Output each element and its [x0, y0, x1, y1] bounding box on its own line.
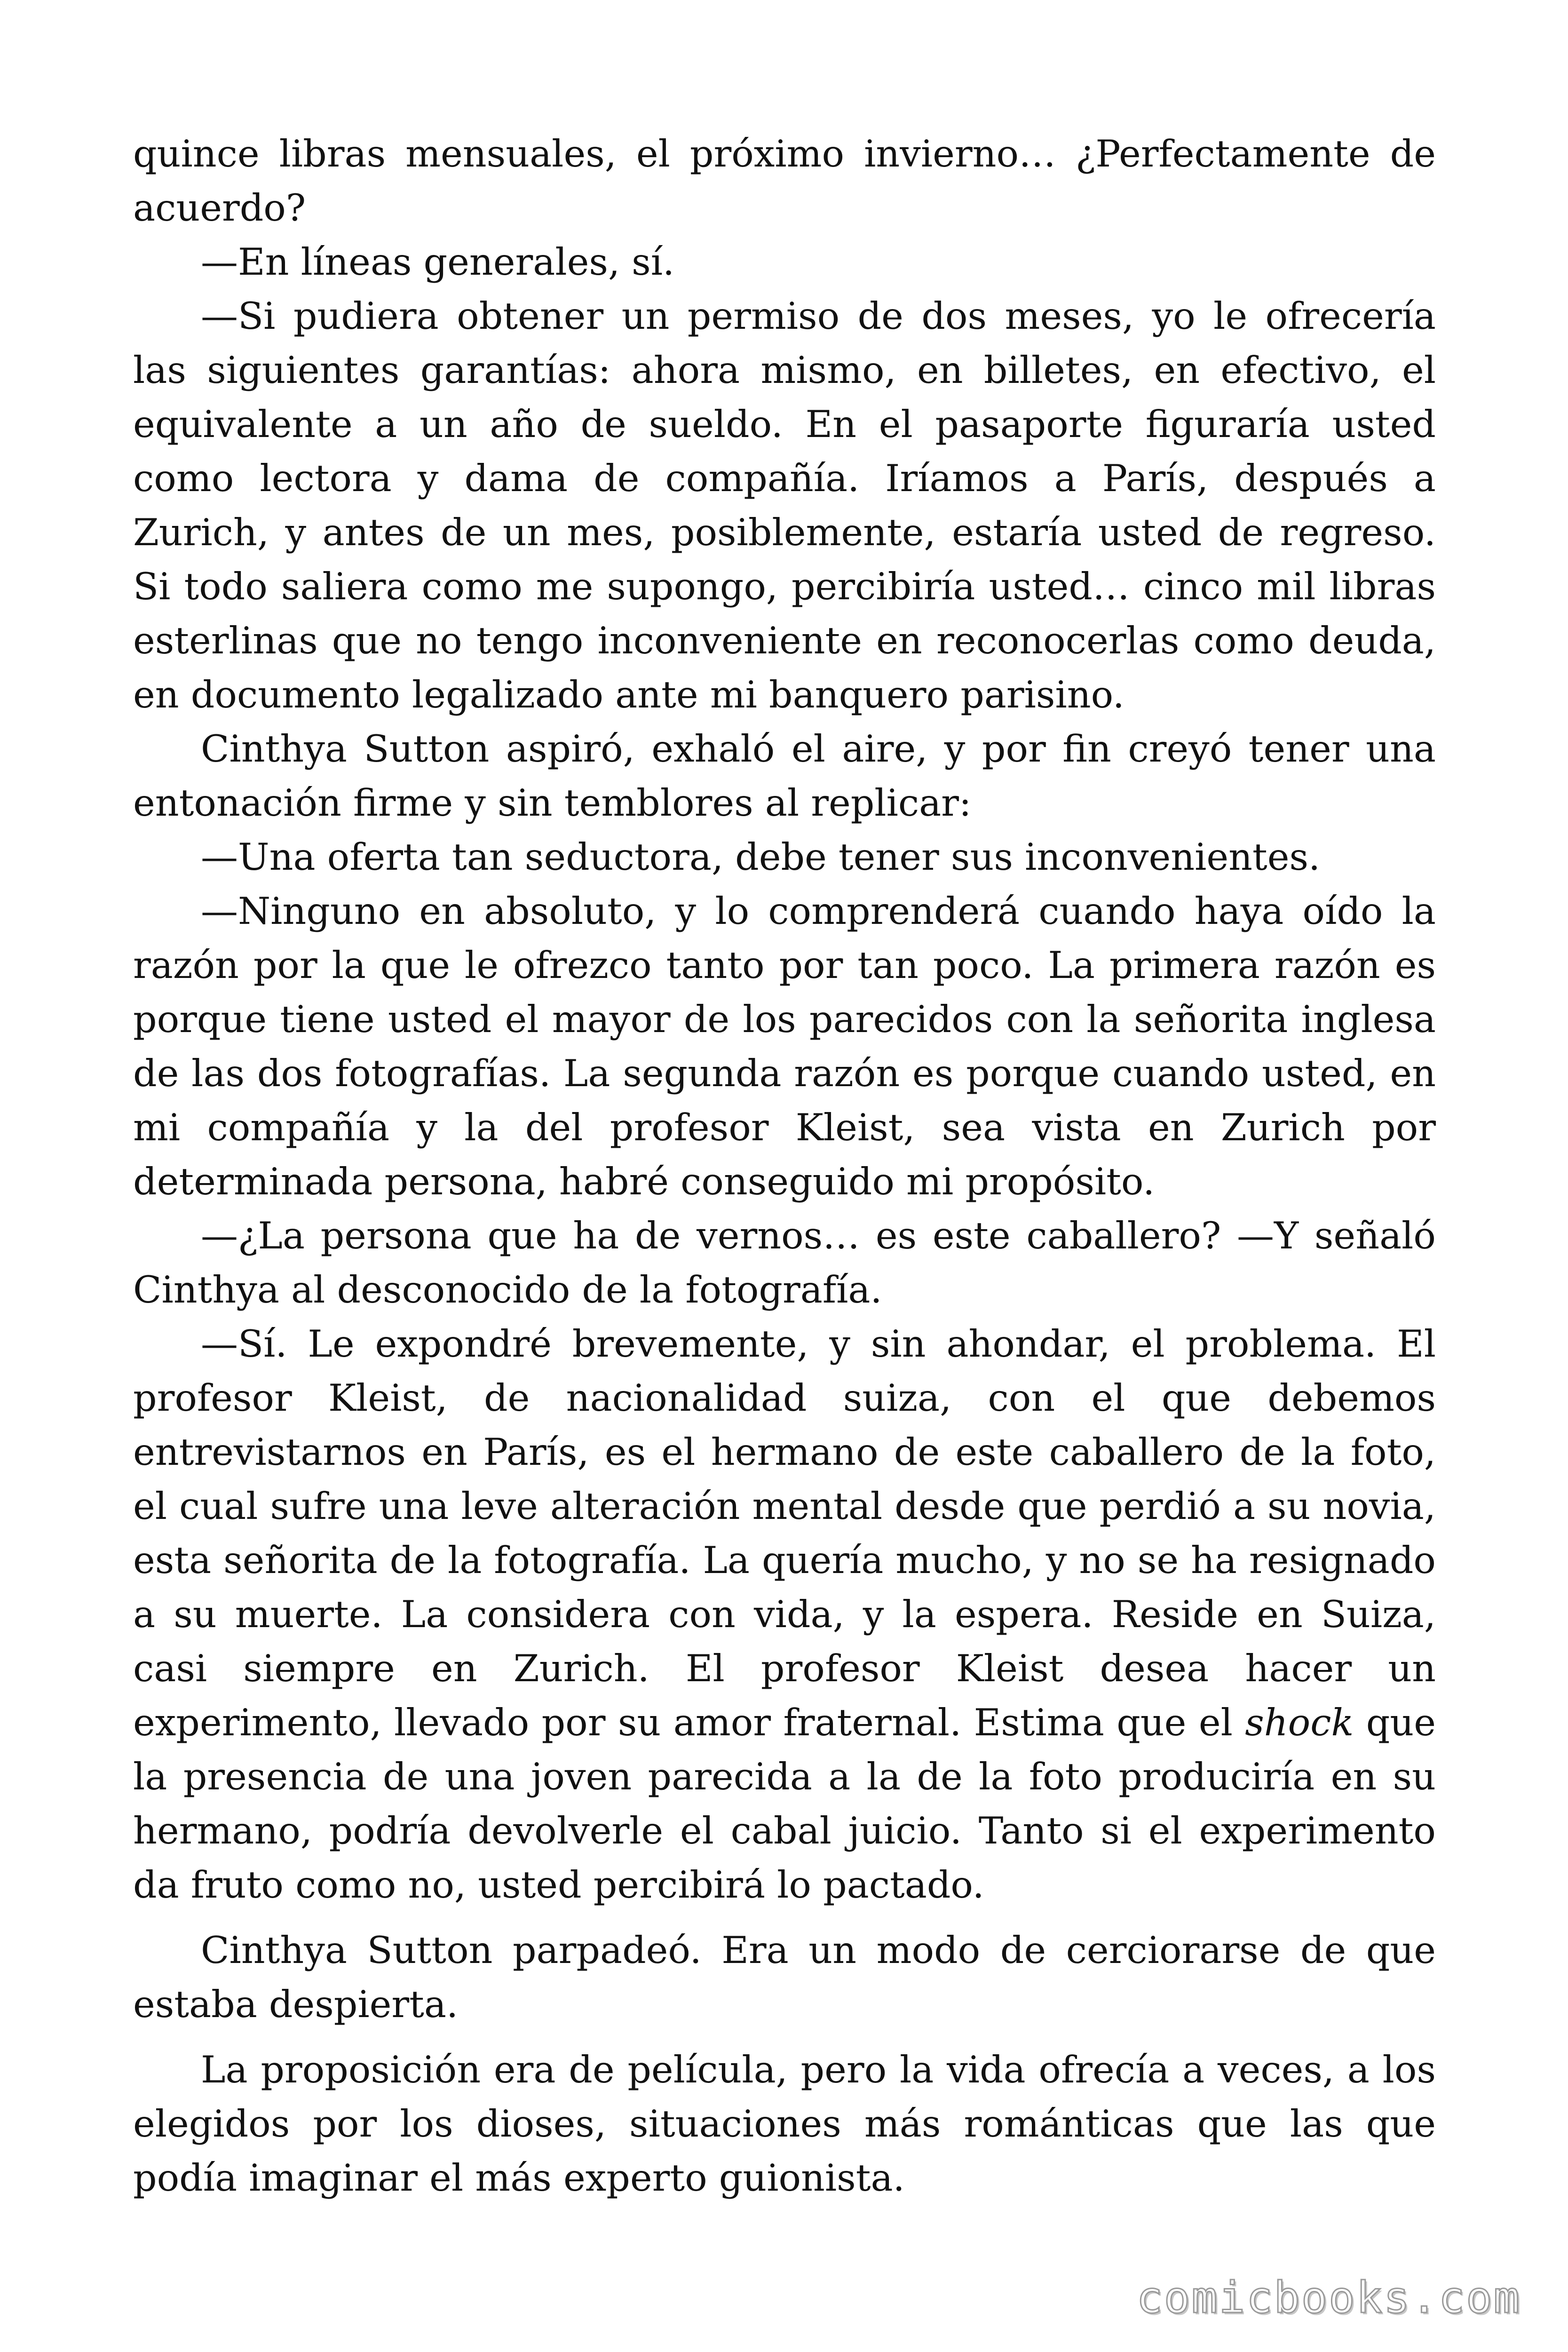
paragraph-9: Cinthya Sutton parpadeó. Era un modo de cerciorarse de que estaba despierta. [133, 1929, 1436, 2026]
watermark-logo: comicbooks.com [1136, 2273, 1521, 2323]
paragraph-10: La proposición era de película, pero la vida ofrecía a veces, a los elegidos por los dioses, situaciones más románticas que las que podía imaginar el más experto guionista. [133, 2048, 1436, 2200]
paragraph-5: —Una oferta tan seductora, debe tener sus inconvenientes. [201, 835, 1321, 879]
paragraph-8-text-after: que la presencia de una joven parecida a la de la foto produciría en su hermano, podría devolverle el cabal juicio. Tanto si el experimento da fruto como no, usted percibirá lo pactado. [133, 1701, 1436, 1907]
paragraph-2: —En líneas generales, sí. [201, 240, 675, 284]
paragraph-6: —Ninguno en absoluto, y lo comprenderá cuando haya oído la razón por la que le ofrezco tanto por tan poco. La primera razón es porque tiene usted el mayor de los parecidos con la señorita inglesa de las dos fotografías. La segunda razón es porque cuando usted, en mi compañía y la del profesor Kleist, sea vista en Zurich por determinada persona, habré conseguido mi propósito. [133, 890, 1436, 1203]
paragraph-3: —Si pudiera obtener un permiso de dos meses, yo le ofrecería las siguientes garantías: ahora mismo, en billetes, en efectivo, el equivalente a un año de sueldo. En el pasaporte figuraría usted como lectora y dama de compañía. Iríamos a París, después a Zurich, y antes de un mes, posiblemente, estaría usted de regreso. Si todo saliera como me supongo, percibiría usted… cinco mil libras esterlinas que no tengo inconveniente en reconocerlas como deuda, en documento legalizado ante mi banquero parisino. [133, 294, 1436, 716]
paragraph-7: —¿La persona que ha de vernos… es este caballero? —Y señaló Cinthya al desconocido de la fotografía. [133, 1214, 1436, 1311]
paragraph-8 [133, 1317, 1436, 1912]
paragraph-8-italic-word: shock [1245, 1701, 1354, 1744]
paragraph-4: Cinthya Sutton aspiró, exhaló el aire, y por fin creyó tener una entonación firme y sin temblores al replicar: [133, 727, 1436, 825]
paragraph-8-text-before: —Sí. Le expondré brevemente, y sin ahondar, el problema. El profesor Kleist, de nacionalidad suiza, con el que debemos entrevistarnos en París, es el hermano de este caballero de la foto, el cual sufre una leve alteración mental desde que perdió a su novia, esta señorita de la fotografía. La quería mucho, y no se ha resignado a su muerte. La considera con vida, y la espera. Reside en Suiza, casi siempre en Zurich. El profesor Kleist desea hacer un experimento, llevado por su amor fraternal. Estima que el [133, 1322, 1436, 1744]
page-body [133, 127, 1436, 2205]
paragraph-1: quince libras mensuales, el próximo invierno… ¿Perfectamente de acuerdo? [133, 132, 1436, 230]
